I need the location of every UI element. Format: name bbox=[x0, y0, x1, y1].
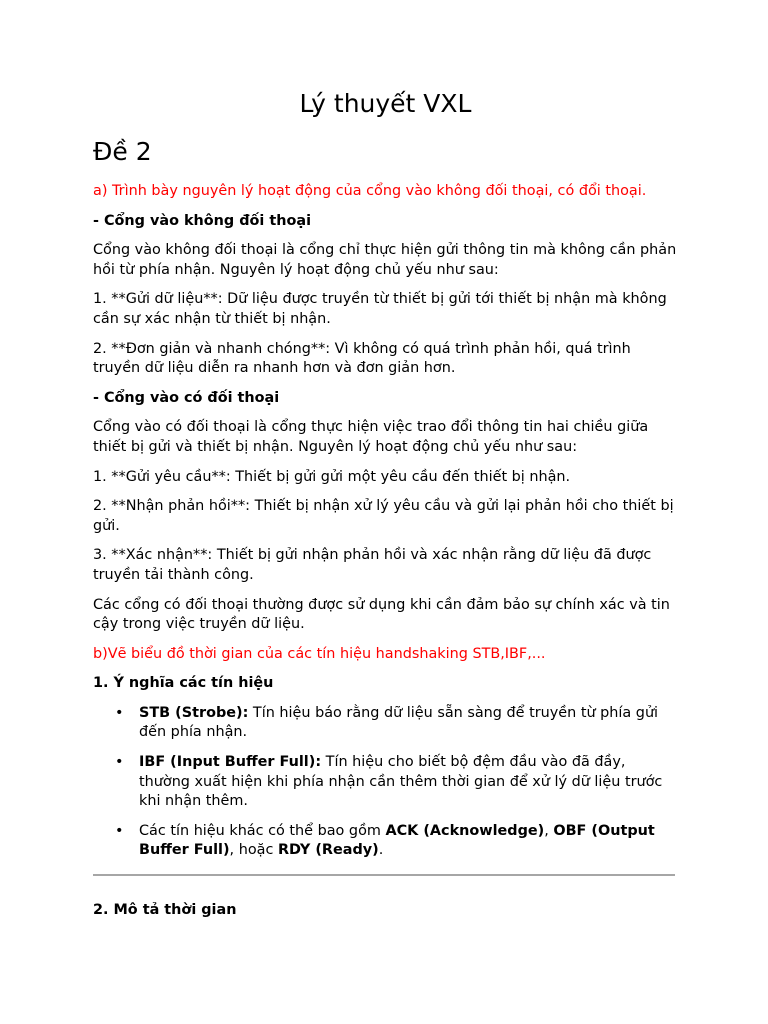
bullet-icon: • bbox=[115, 754, 124, 771]
signal-list bbox=[93, 704, 678, 861]
list-item: 2. **Đơn giản và nhanh chóng**: Vì không có quá trình phản hồi, quá trình truyền dữ liệu diễn ra nhanh hơn và đơn giản hơn. bbox=[93, 340, 631, 377]
list-item: 1. **Gửi dữ liệu**: Dữ liệu được truyền từ thiết bị gửi tới thiết bị nhận mà không cần sự xác nhận từ thiết bị nhận. bbox=[93, 291, 667, 327]
list-text: , bbox=[544, 822, 554, 839]
signal-name: RDY (Ready) bbox=[277, 842, 379, 859]
signal-name: ACK (Acknowledge) bbox=[385, 822, 545, 839]
section-heading-handshake: - Cổng vào có đối thoại bbox=[93, 389, 280, 406]
list-item: 1. **Gửi yêu cầu**: Thiết bị gửi gửi một yêu cầu đến thiết bị nhận. bbox=[93, 468, 571, 485]
list-text: . bbox=[378, 842, 384, 859]
bullet-icon: • bbox=[115, 704, 124, 721]
list-text: Các tín hiệu khác có thể bao gồm bbox=[139, 822, 386, 839]
signal-name: OBF (Output Buffer Full) bbox=[139, 822, 655, 859]
question-a: a) Trình bày nguyên lý hoạt động của cổng vào không đối thoại, có đổi thoại. bbox=[93, 183, 647, 199]
list-item bbox=[115, 822, 678, 861]
list-item: 2. **Nhận phản hồi**: Thiết bị nhận xử lý yêu cầu và gửi lại phản hồi cho thiết bị gửi. bbox=[93, 498, 674, 534]
bullet-icon: • bbox=[115, 822, 124, 839]
document-page bbox=[93, 84, 678, 921]
part2-heading: 2. Mô tả thời gian bbox=[93, 902, 237, 919]
signal-name: IBF (Input Buffer Full): bbox=[139, 754, 322, 771]
signal-description: Tín hiệu cho biết bộ đệm đầu vào đã đầy, thường xuất hiện khi phía nhận cần thêm thời gian để xử lý dữ liệu trước khi nhận thêm. bbox=[139, 754, 663, 810]
list-text: , hoặc bbox=[229, 842, 278, 859]
signal-description: Tín hiệu báo rằng dữ liệu sẵn sàng để truyền từ phía gửi đến phía nhận. bbox=[139, 704, 659, 741]
signal-name: STB (Strobe): bbox=[139, 704, 249, 721]
exam-heading: Đề 2 bbox=[93, 137, 152, 166]
list-item: 3. **Xác nhận**: Thiết bị gửi nhận phản hồi và xác nhận rằng dữ liệu đã được truyền tải thành công. bbox=[93, 547, 652, 583]
part1-heading: 1. Ý nghĩa các tín hiệu bbox=[93, 675, 274, 692]
question-b: b)Vẽ biểu đồ thời gian của các tín hiệu handshaking STB,IBF,... bbox=[93, 645, 546, 662]
section-conclusion: Các cổng có đối thoại thường được sử dụng khi cần đảm bảo sự chính xác và tin cậy trong việc truyền dữ liệu. bbox=[93, 596, 670, 633]
list-item bbox=[115, 704, 678, 743]
section-heading-no-handshake: - Cổng vào không đối thoại bbox=[93, 212, 312, 229]
document-title: Lý thuyết VXL bbox=[299, 89, 472, 118]
list-item bbox=[115, 753, 678, 812]
horizontal-rule bbox=[93, 874, 675, 876]
section-intro-no-handshake: Cổng vào không đối thoại là cổng chỉ thực hiện gửi thông tin mà không cần phản hồi từ phía nhận. Nguyên lý hoạt động chủ yếu như sau: bbox=[93, 242, 677, 278]
section-intro-handshake: Cổng vào có đối thoại là cổng thực hiện việc trao đổi thông tin hai chiều giữa thiết bị gửi và thiết bị nhận. Nguyên lý hoạt động chủ yếu như sau: bbox=[93, 419, 649, 455]
